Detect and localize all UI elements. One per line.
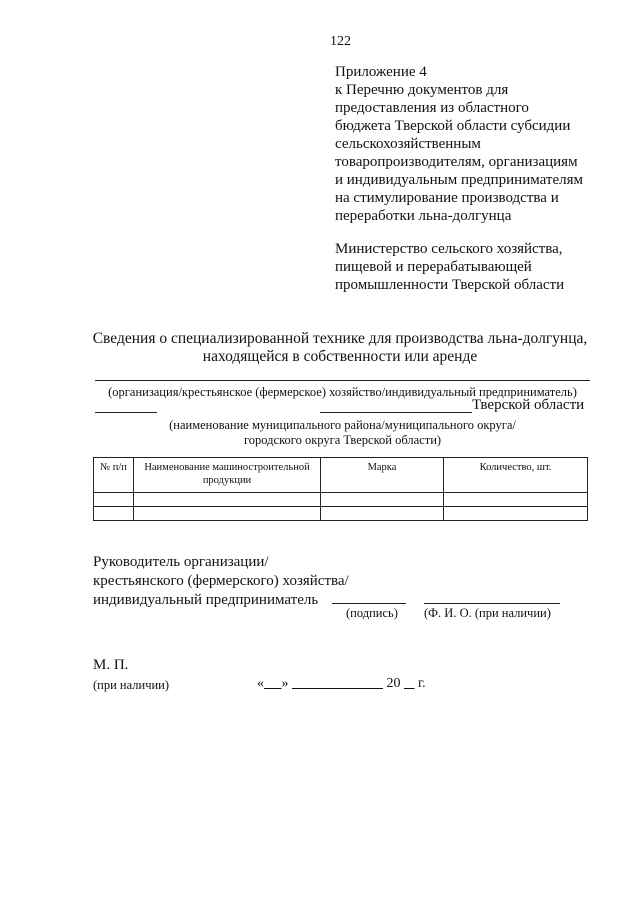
signature-caption: (подпись) [346, 606, 398, 620]
organization-field-line[interactable] [95, 380, 590, 381]
municipality-caption [95, 418, 590, 448]
table-header-row [94, 458, 588, 493]
date-open-quote: « [257, 676, 264, 691]
region-suffix: Тверской области [472, 397, 585, 413]
appendix-line: и индивидуальным предпринимателям [335, 172, 583, 188]
year-field[interactable] [404, 676, 415, 691]
appendix-line: на стимулирование производства и [335, 190, 559, 206]
appendix-line: бюджета Тверской области субсидии [335, 118, 571, 134]
signatory-line-2: крестьянского (фермерского) хозяйства/ [93, 573, 349, 589]
table-cell[interactable] [444, 493, 588, 507]
table-cell[interactable] [94, 507, 134, 521]
month-field[interactable] [292, 676, 383, 691]
date-field [257, 676, 426, 692]
header-quantity: Количество, шт. [444, 458, 588, 493]
signatory-line-1: Руководитель организации/ [93, 554, 269, 570]
signatory-line-3: индивидуальный предприниматель [93, 592, 319, 608]
document-title [60, 330, 620, 366]
fio-caption: (Ф. И. О. (при наличии) [424, 606, 551, 620]
appendix-reference [335, 63, 625, 225]
ministry-line: промышленности Тверской области [335, 277, 565, 293]
table-cell[interactable] [321, 493, 444, 507]
table-row [94, 493, 588, 507]
table-cell[interactable] [134, 507, 321, 521]
appendix-line: к Перечню документов для [335, 82, 509, 98]
year-suffix: г. [418, 676, 426, 691]
signature-field-line[interactable] [332, 603, 406, 604]
municipality-caption-line-2: городского округа Тверской области) [243, 433, 442, 447]
header-number: № п/п [94, 458, 134, 493]
ministry-line: Министерство сельского хозяйства, [335, 241, 563, 257]
municipality-field-line-left[interactable] [95, 412, 157, 413]
municipality-field-line-right[interactable] [320, 412, 472, 413]
equipment-table [93, 457, 588, 521]
appendix-line: переработки льна-долгунца [335, 208, 512, 224]
table-row [94, 507, 588, 521]
signatory-block [93, 553, 349, 610]
recipient-ministry [335, 240, 625, 294]
appendix-line: сельскохозяйственным [335, 136, 481, 152]
table-cell[interactable] [321, 507, 444, 521]
appendix-line: товаропроизводителям, организациям [335, 154, 578, 170]
table-cell[interactable] [94, 493, 134, 507]
municipality-caption-line-1: (наименование муниципального района/муниципального округа/ [169, 418, 516, 432]
title-line-1: Сведения о специализированной технике для производства льна-долгунца, [92, 330, 588, 347]
year-prefix: 20 [386, 676, 401, 691]
day-field[interactable] [264, 676, 282, 691]
stamp-label: М. П. [93, 657, 129, 673]
title-line-2: находящейся в собственности или аренде [202, 348, 478, 365]
appendix-line: Приложение 4 [335, 64, 427, 80]
page-number: 122 [330, 34, 351, 49]
table-cell[interactable] [134, 493, 321, 507]
header-product-name: Наименование машиностроительной продукции [134, 458, 321, 493]
stamp-note: (при наличии) [93, 678, 170, 692]
table-cell[interactable] [444, 507, 588, 521]
organization-caption: (организация/крестьянское (фермерское) хозяйство/индивидуальный предприниматель) [108, 385, 577, 399]
header-brand: Марка [321, 458, 444, 493]
date-close-quote: » [281, 676, 289, 691]
appendix-line: предоставления из областного [335, 100, 529, 116]
fio-field-line[interactable] [424, 603, 560, 604]
ministry-line: пищевой и перерабатывающей [335, 259, 532, 275]
